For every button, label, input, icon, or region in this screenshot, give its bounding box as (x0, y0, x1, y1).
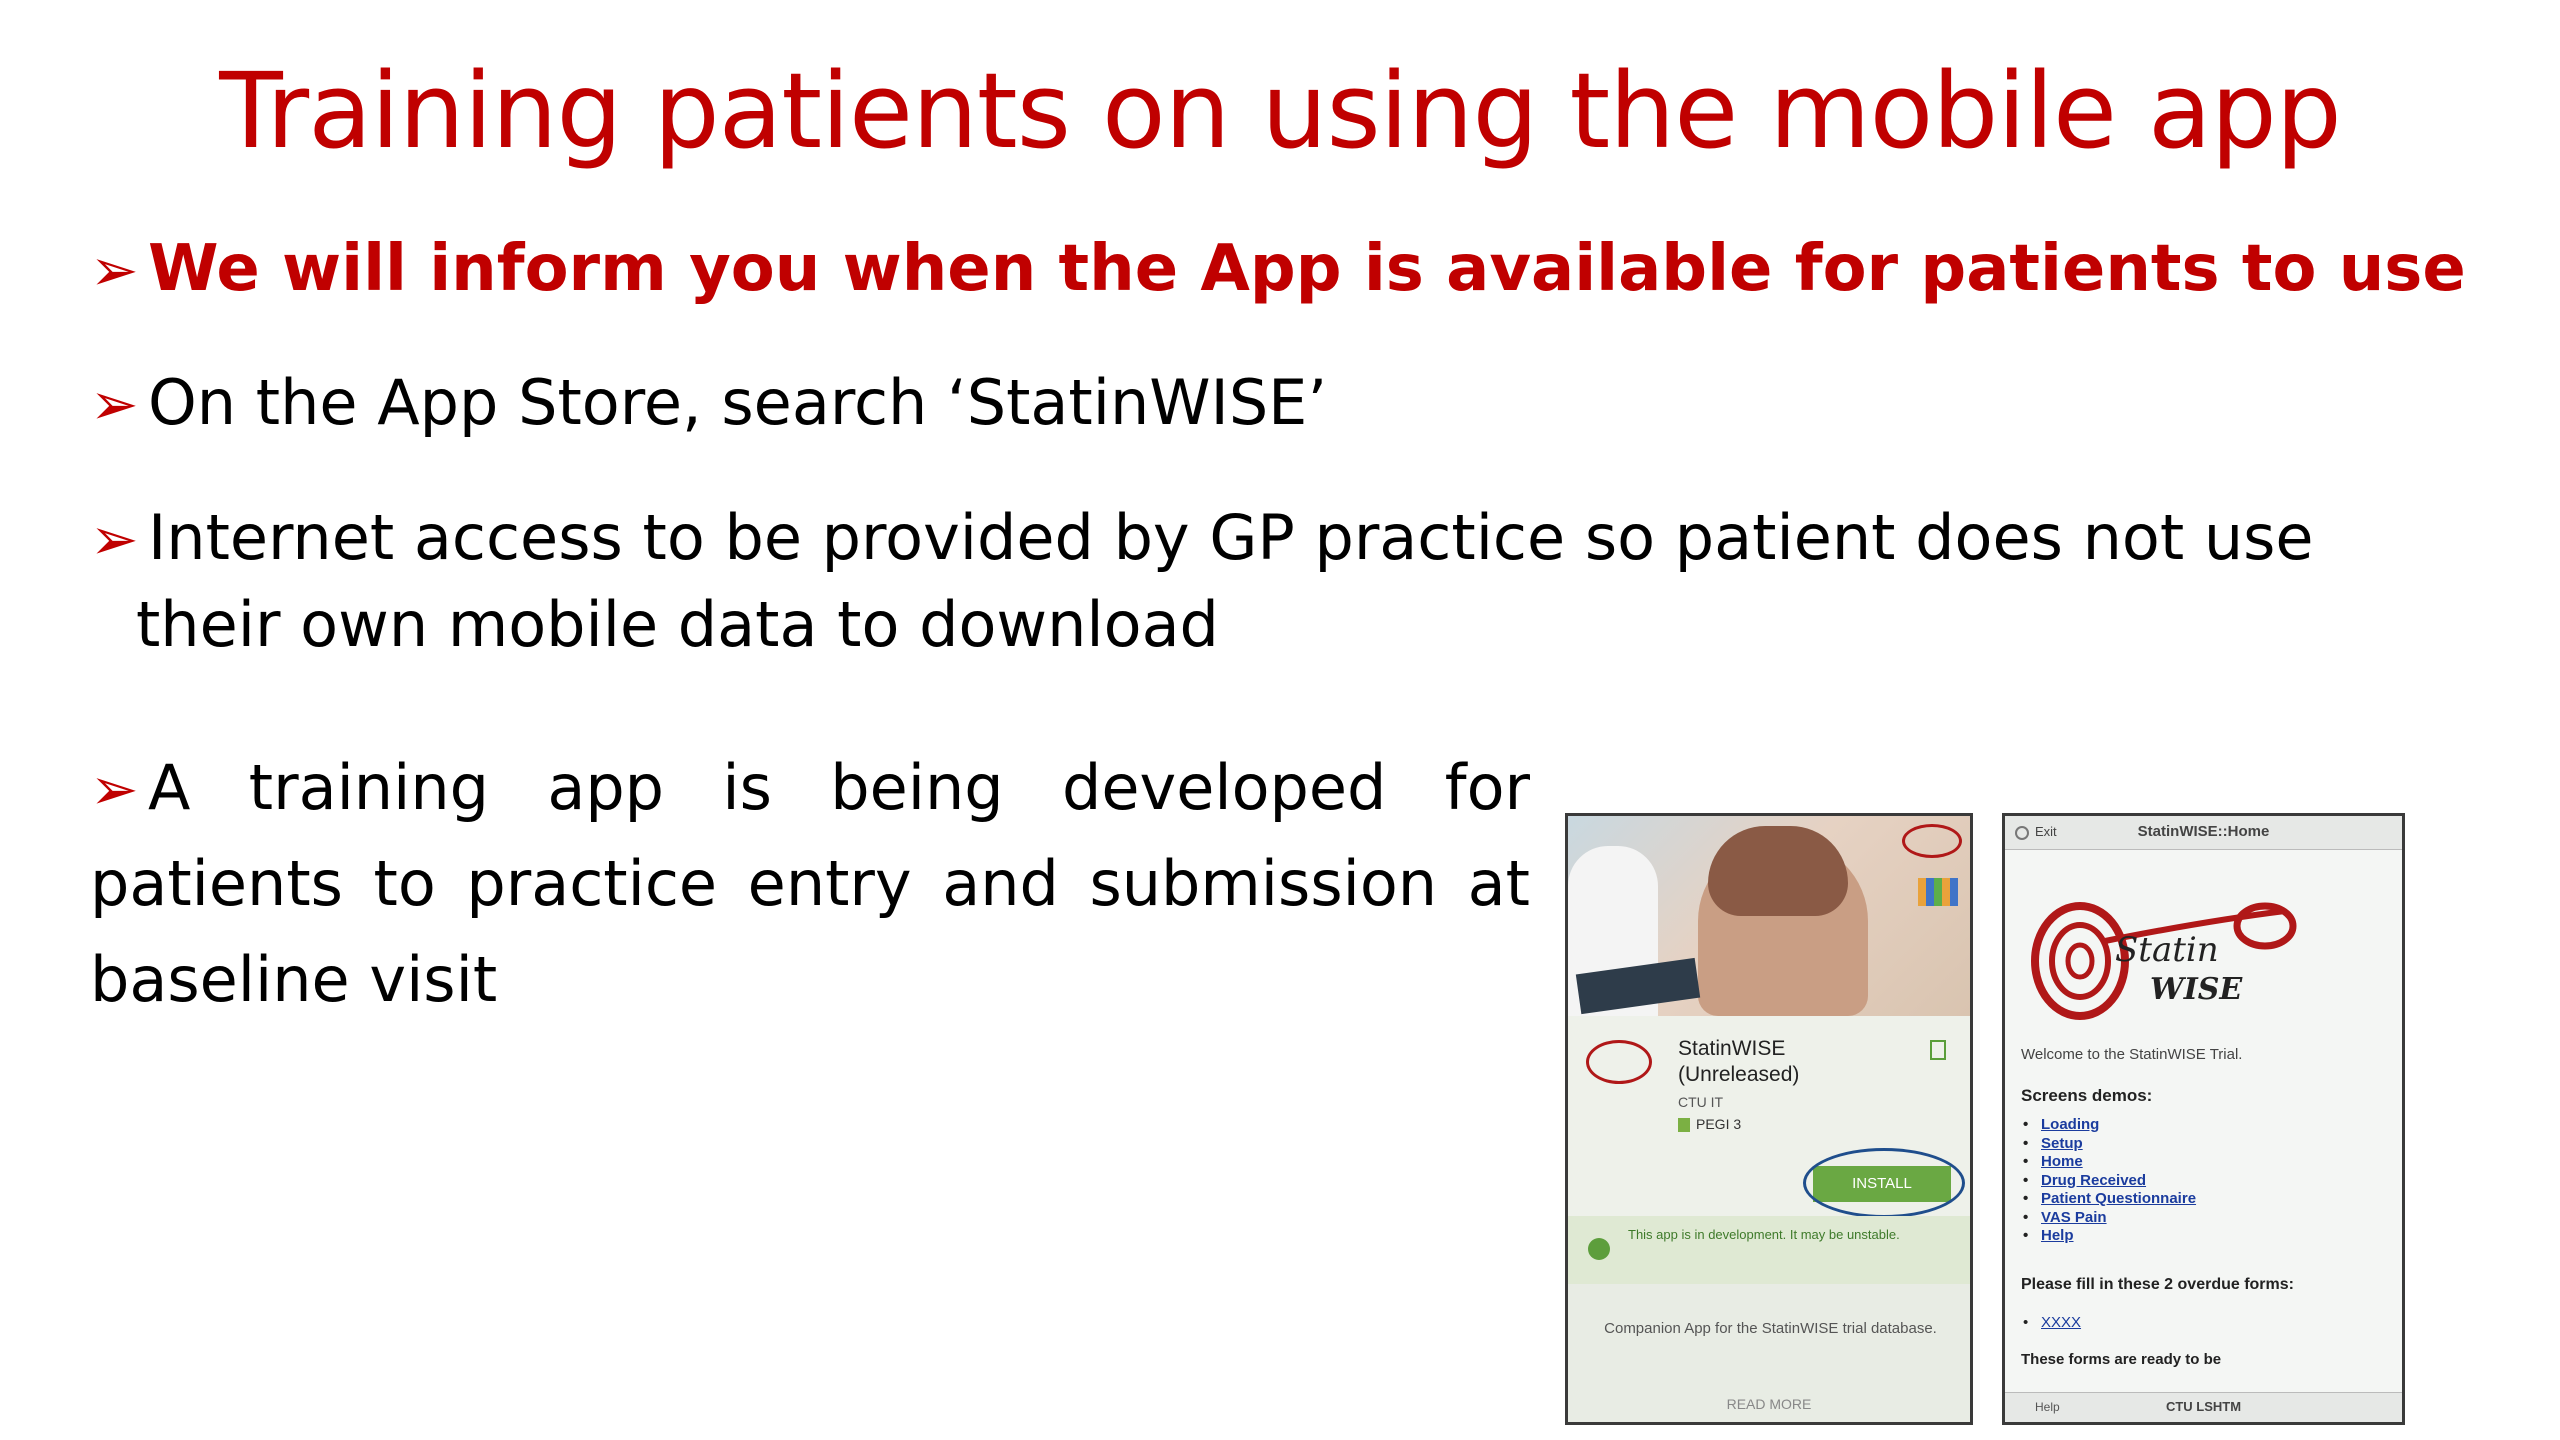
arrow-bullet-icon: ➢ (90, 236, 139, 304)
hero-image (1568, 816, 1970, 1016)
app-name-line1: StatinWISE (1678, 1037, 1786, 1060)
welcome-text: Welcome to the StatinWISE Trial. (2021, 1046, 2243, 1063)
app-logo-icon (1586, 1040, 1652, 1084)
arrow-bullet-icon: ➢ (90, 370, 139, 438)
info-icon (1588, 1238, 1610, 1260)
ready-forms-text: These forms are ready to be (2021, 1351, 2222, 1368)
screen-link-home[interactable]: • Home (2041, 1153, 2196, 1172)
app-bottombar (2005, 1392, 2402, 1422)
screen-link-loading[interactable]: • Loading (2041, 1116, 2196, 1135)
bullet-text: Internet access to be provided by GP practice so patient does not use (148, 501, 2314, 574)
arrow-bullet-icon: ➢ (90, 755, 139, 823)
screen-link-drug-received[interactable]: • Drug Received (2041, 1172, 2196, 1191)
bullet-text: A training app is being developed for patients to practice entry and submission at baseline visit (90, 751, 1530, 1017)
development-notice (1568, 1216, 1970, 1284)
bullet-text-continued: their own mobile data to download (136, 587, 1219, 661)
statinwise-logo-icon (2025, 881, 2315, 1031)
app-name-line2: (Unreleased) (1678, 1063, 1800, 1087)
patient-hair (1708, 826, 1848, 916)
screen-title: StatinWISE::Home (2137, 823, 2270, 840)
screens-heading: Screens demos: (2021, 1086, 2153, 1105)
help-button[interactable]: Help (2035, 1400, 2060, 1414)
bullet-text: On the App Store, search ‘StatinWISE’ (148, 366, 1328, 439)
app-name (1678, 1036, 1799, 1089)
bullet-app-availability (90, 225, 2466, 315)
install-highlight-ring (1803, 1148, 1965, 1218)
pegi-icon (1678, 1118, 1690, 1132)
rating-label (1678, 1116, 1741, 1132)
overdue-heading: Please fill in these 2 overdue forms: (2021, 1276, 2294, 1293)
app-home-screenshot (2002, 813, 2405, 1425)
development-notice-text: This app is in development. It may be unstable. (1628, 1227, 1900, 1242)
read-more-link[interactable]: READ MORE (1726, 1396, 1812, 1412)
bookmark-icon[interactable] (1930, 1040, 1946, 1060)
bullet-internet-access (90, 495, 2500, 669)
store-listing-screenshot (1565, 813, 1973, 1425)
slide-title: Training patients on using the mobile app (219, 50, 2341, 172)
rating-text: PEGI 3 (1696, 1116, 1742, 1132)
bullet-text: We will inform you when the App is available for patients to use (148, 232, 2466, 306)
app-topbar (2005, 816, 2402, 850)
developer-name: CTU IT (1678, 1094, 1724, 1110)
logo-text-statin: Statin (2115, 930, 2219, 970)
arrow-bullet-icon: ➢ (90, 505, 139, 573)
overdue-form-link[interactable]: • XXXX (2041, 1314, 2081, 1331)
footer-label: CTU LSHTM (2165, 1399, 2242, 1414)
logo-text-wise: WISE (2150, 972, 2243, 1007)
partner-logo-icon (1918, 878, 1958, 906)
install-button[interactable]: INSTALL (1813, 1166, 1951, 1202)
bullet-app-store-search (90, 360, 1327, 447)
screens-list (2041, 1116, 2196, 1246)
screen-link-vas-pain[interactable]: • VAS Pain (2041, 1209, 2196, 1228)
bullet-training-app (90, 740, 1530, 1028)
app-description: Companion App for the StatinWISE trial database. (1604, 1320, 1937, 1337)
screen-link-help[interactable]: • Help (2041, 1227, 2196, 1246)
screen-link-patient-questionnaire[interactable]: • Patient Questionnaire (2041, 1190, 2196, 1209)
screen-link-setup[interactable]: • Setup (2041, 1135, 2196, 1154)
exit-label: Exit (2035, 824, 2057, 839)
statinwise-logo-icon (1902, 824, 1962, 858)
